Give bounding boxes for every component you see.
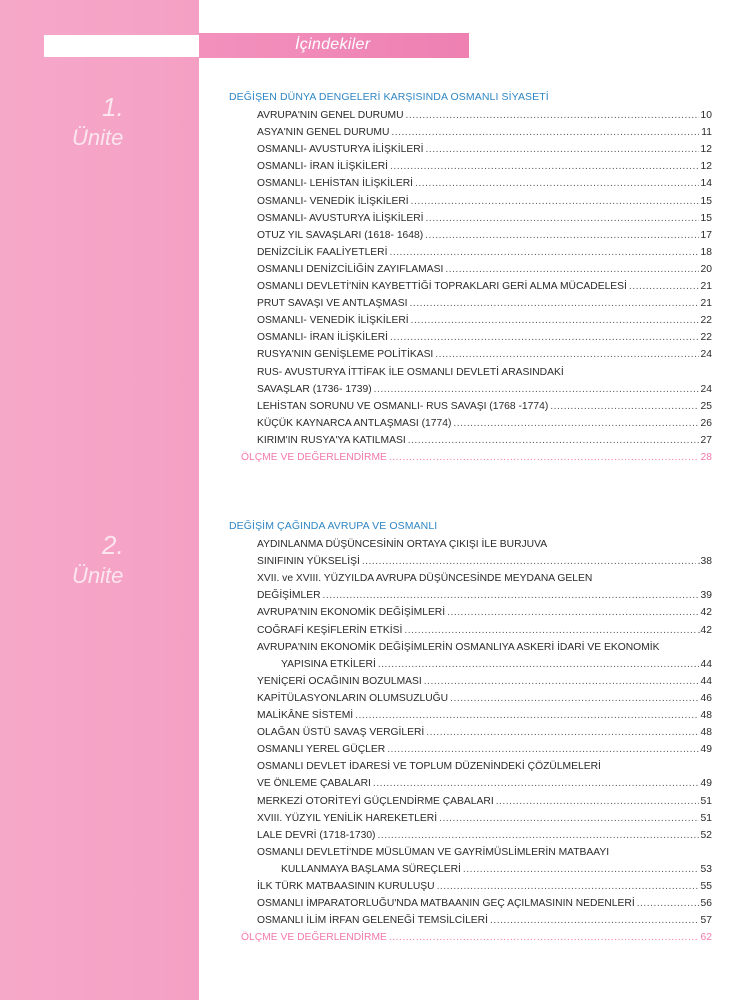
toc-entry-text: OSMANLI- AVUSTURYA İLİŞKİLERİ xyxy=(257,144,424,156)
dot-leader xyxy=(391,127,699,138)
toc-entry[interactable] xyxy=(257,172,712,189)
toc-page-number: 21 xyxy=(700,281,712,293)
toc-entry-text: COĞRAFİ KEŞİFLERİN ETKİSİ xyxy=(257,624,403,636)
toc-entry-text: OSMANLI- İRAN İLİŞKİLERİ xyxy=(257,332,389,344)
toc-entry[interactable] xyxy=(257,772,712,789)
dot-leader xyxy=(437,881,699,892)
dot-leader xyxy=(411,196,699,207)
dot-leader xyxy=(435,349,698,360)
dot-leader xyxy=(387,744,698,755)
toc-entry[interactable] xyxy=(257,601,712,618)
toc-page-number: 52 xyxy=(700,829,712,841)
toc-page-number: 11 xyxy=(701,127,712,139)
assessment-entry[interactable] xyxy=(241,446,712,463)
dot-leader xyxy=(426,727,698,738)
toc-entry-text: RUS- AVUSTURYA İTTİFAK İLE OSMANLI DEVLETİ ARASINDAKİ xyxy=(257,366,564,378)
toc-entry[interactable] xyxy=(257,412,712,429)
toc-entry[interactable] xyxy=(257,875,712,892)
toc-entry-text: PRUT SAVAŞI VE ANTLAŞMASI xyxy=(257,298,408,310)
toc-page-number: 14 xyxy=(700,178,712,190)
toc-entry[interactable] xyxy=(257,533,712,550)
toc-page-number: 12 xyxy=(700,144,712,156)
header-white-bar xyxy=(44,35,199,57)
dot-leader xyxy=(323,590,699,601)
toc-entry-text: OSMANLI DEVLETİ'NİN KAYBETTİĞİ TOPRAKLARI GERİ ALMA MÜCADELESİ xyxy=(257,281,627,293)
toc-page-number: 39 xyxy=(700,590,712,602)
toc-page-number: 10 xyxy=(700,110,712,122)
toc-section-1 xyxy=(241,104,712,463)
toc-entry[interactable] xyxy=(257,755,712,772)
dot-leader xyxy=(450,693,698,704)
dot-leader xyxy=(424,676,699,687)
dot-leader xyxy=(637,898,699,909)
toc-entry[interactable] xyxy=(257,738,712,755)
toc-entry-text: OSMANLI- VENEDİK İLİŞKİLERİ xyxy=(257,315,409,327)
toc-entry[interactable] xyxy=(257,104,712,121)
toc-entry-text: YAPISINA ETKİLERİ xyxy=(281,658,376,670)
page-title: İçindekiler xyxy=(295,36,371,53)
toc-page-number: 49 xyxy=(700,778,712,790)
toc-entry-text: AYDINLANMA DÜŞÜNCESİNİN ORTAYA ÇIKIŞI İLE BURJUVA xyxy=(257,539,548,551)
toc-entry[interactable] xyxy=(257,275,712,292)
unit-2-word: Ünite xyxy=(72,563,124,588)
toc-entry[interactable] xyxy=(257,584,712,601)
toc-entry[interactable] xyxy=(257,892,712,909)
dot-leader xyxy=(445,264,698,275)
toc-entry-text: OSMANLI- İRAN İLİŞKİLERİ xyxy=(257,161,389,173)
toc-page-number: .42 xyxy=(697,624,712,636)
toc-page-number: 46 xyxy=(700,692,712,704)
toc-page-number: 62 xyxy=(700,932,712,944)
dot-leader xyxy=(550,401,698,412)
toc-entry-text: İLK TÜRK MATBAASININ KURULUŞU xyxy=(257,880,435,892)
toc-entry[interactable] xyxy=(257,618,712,635)
toc-page-number: 20 xyxy=(700,263,712,275)
toc-entry-text: ASYA'NIN GENEL DURUMU xyxy=(257,127,390,139)
toc-entry[interactable] xyxy=(257,807,712,824)
toc-entry-text: OSMANLI DEVLETİ'NDE MÜSLÜMAN VE GAYRİMÜSLİMLERİN MATBAAYI xyxy=(257,846,610,858)
toc-page-number: 57 xyxy=(700,915,712,927)
toc-entry-text: OTUZ YIL SAVAŞLARI (1618- 1648) xyxy=(257,229,424,241)
unit-2-label xyxy=(72,530,172,589)
toc-entry[interactable] xyxy=(257,292,712,309)
toc-entry[interactable] xyxy=(257,241,712,258)
toc-entry[interactable] xyxy=(257,429,712,446)
toc-entry[interactable] xyxy=(257,550,712,567)
toc-entry[interactable] xyxy=(257,721,712,738)
toc-entry[interactable] xyxy=(257,360,712,377)
toc-entry-text: DENİZCİLİK FAALİYETLERİ xyxy=(257,246,388,258)
unit-1-number: 1. xyxy=(102,92,124,122)
toc-entry[interactable] xyxy=(257,909,712,926)
toc-page-number: 24 xyxy=(700,383,712,395)
toc-entry[interactable] xyxy=(257,207,712,224)
toc-entry-text: SINIFININ YÜKSELİŞİ xyxy=(257,556,360,568)
pink-sidebar xyxy=(0,0,199,1000)
toc-page-number: 18 xyxy=(700,246,712,258)
section-2-title: DEĞİŞİM ÇAĞINDA AVRUPA VE OSMANLI xyxy=(229,520,438,532)
dot-leader xyxy=(425,230,698,241)
toc-entry[interactable] xyxy=(257,326,712,343)
toc-page-number: 49 xyxy=(700,744,712,756)
toc-entry-text: OSMANLI- LEHİSTAN İLİŞKİLERİ xyxy=(257,178,414,190)
toc-page-number: 48 xyxy=(700,710,712,722)
toc-page-number: 51 xyxy=(700,812,712,824)
toc-entry[interactable] xyxy=(257,121,712,138)
section-1-title: DEĞİŞEN DÜNYA DENGELERİ KARŞISINDA OSMANLI SİYASETİ xyxy=(229,91,549,103)
toc-section-2 xyxy=(241,533,712,944)
toc-page-number: 44 xyxy=(700,658,712,670)
toc-entry-text: LEHİSTAN SORUNU VE OSMANLI- RUS SAVAŞI (1768 -1774) xyxy=(257,400,549,412)
toc-entry-text: RUSYA'NIN GENİŞLEME POLİTİKASI xyxy=(257,349,434,361)
toc-entry[interactable] xyxy=(257,653,712,670)
toc-entry[interactable] xyxy=(257,189,712,206)
toc-page-number: 55 xyxy=(700,880,712,892)
toc-page-number: 27 xyxy=(700,434,712,446)
toc-page-number: 44 xyxy=(700,675,712,687)
toc-entry-text: KÜÇÜK KAYNARCA ANTLAŞMASI (1774) xyxy=(257,417,452,429)
toc-entry-text: AVRUPA'NIN EKONOMİK DEĞİŞİMLERİ xyxy=(257,607,446,619)
dot-leader xyxy=(453,418,698,429)
toc-entry[interactable] xyxy=(257,224,712,241)
toc-entry-text: ÖLÇME VE DEĞERLENDİRME xyxy=(241,932,387,944)
unit-2-number: 2. xyxy=(102,530,124,560)
toc-page-number: 42 xyxy=(700,607,712,619)
toc-entry[interactable] xyxy=(257,841,712,858)
toc-page-number: 17 xyxy=(700,229,712,241)
toc-entry-text: ÖLÇME VE DEĞERLENDİRME xyxy=(241,451,387,463)
dot-leader xyxy=(362,556,696,567)
toc-entry-text: MERKEZİ OTORİTEYİ GÜÇLENDİRME ÇABALARI xyxy=(257,795,494,807)
toc-page-number: 21 xyxy=(700,298,712,310)
toc-entry-text: DEĞİŞİMLER xyxy=(257,590,321,602)
dot-leader xyxy=(410,298,699,309)
dot-leader xyxy=(439,813,698,824)
toc-entry[interactable] xyxy=(257,395,712,412)
toc-entry[interactable] xyxy=(257,636,712,653)
dot-leader xyxy=(389,247,698,258)
toc-entry-text: AVRUPA'NIN EKONOMİK DEĞİŞİMLERİN OSMANLIYA ASKERİ İDARİ VE EKONOMİK xyxy=(257,641,660,653)
toc-entry-text: VE ÖNLEME ÇABALARI xyxy=(257,778,371,790)
toc-page-number: 51 xyxy=(700,795,712,807)
toc-entry-text: OSMANLI İMPARATORLUĞU'NDA MATBAANIN GEÇ AÇILMASININ NEDENLERİ xyxy=(257,898,635,910)
toc-entry-text: KAPİTÜLASYONLARIN OLUMSUZLUĞU xyxy=(257,692,449,704)
dot-leader xyxy=(373,778,699,789)
dot-leader xyxy=(463,864,699,875)
toc-page-number: 24 xyxy=(700,349,712,361)
toc-entry-text: OSMANLI İLİM İRFAN GELENEĞİ TEMSİLCİLERİ xyxy=(257,915,488,927)
dot-leader xyxy=(378,659,699,670)
toc-page-number: 12 xyxy=(700,161,712,173)
dot-leader xyxy=(415,178,699,189)
toc-entry-text: MALİKÂNE SİSTEMİ xyxy=(257,710,354,722)
unit-1-word: Ünite xyxy=(72,125,124,150)
toc-page-number: 15 xyxy=(700,212,712,224)
dot-leader xyxy=(374,384,699,395)
toc-entry[interactable] xyxy=(257,567,712,584)
toc-entry-text: AVRUPA'NIN GENEL DURUMU xyxy=(257,110,404,122)
toc-entry-text: XVIII. YÜZYIL YENİLİK HAREKETLERİ xyxy=(257,812,438,824)
dot-leader xyxy=(411,315,699,326)
toc-page-number: 56 xyxy=(700,898,712,910)
toc-page-number: 22 xyxy=(700,315,712,327)
toc-entry[interactable] xyxy=(257,258,712,275)
dot-leader xyxy=(496,796,699,807)
toc-page-number: 48 xyxy=(700,727,712,739)
dot-leader xyxy=(355,710,698,721)
dot-leader xyxy=(390,161,698,172)
toc-entry[interactable] xyxy=(257,155,712,172)
toc-entry[interactable] xyxy=(257,343,712,360)
toc-entry-text: SAVAŞLAR (1736- 1739) xyxy=(257,383,372,395)
toc-entry[interactable] xyxy=(257,704,712,721)
dot-leader xyxy=(447,607,698,618)
toc-entry[interactable] xyxy=(257,858,712,875)
toc-entry[interactable] xyxy=(257,687,712,704)
contents-header xyxy=(199,33,469,58)
toc-entry[interactable] xyxy=(257,824,712,841)
dot-leader xyxy=(389,452,699,463)
toc-entry[interactable] xyxy=(257,138,712,155)
toc-page-number: .38 xyxy=(697,556,712,568)
unit-1-label xyxy=(72,92,172,151)
dot-leader xyxy=(426,144,699,155)
dot-leader xyxy=(408,435,699,446)
dot-leader xyxy=(404,625,695,636)
dot-leader xyxy=(389,932,699,943)
dot-leader xyxy=(390,332,698,343)
toc-page-number: 15 xyxy=(700,195,712,207)
toc-entry-text: OSMANLI YEREL GÜÇLER xyxy=(257,744,386,756)
dot-leader xyxy=(377,830,698,841)
toc-entry[interactable] xyxy=(257,378,712,395)
assessment-entry[interactable] xyxy=(241,926,712,943)
toc-entry-text: OSMANLI- VENEDİK İLİŞKİLERİ xyxy=(257,195,409,207)
toc-entry-text: OSMANLI- AVUSTURYA İLİŞKİLERİ xyxy=(257,212,424,224)
toc-entry-text: YENİÇERİ OCAĞININ BOZULMASI xyxy=(257,675,422,687)
toc-entry[interactable] xyxy=(257,789,712,806)
toc-entry-text: OLAĞAN ÜSTÜ SAVAŞ VERGİLERİ xyxy=(257,727,425,739)
toc-entry-text: OSMANLI DEVLET İDARESİ VE TOPLUM DÜZENİNDEKİ ÇÖZÜLMELERİ xyxy=(257,761,601,773)
toc-entry-text: LALE DEVRİ (1718-1730) xyxy=(257,829,376,841)
toc-entry-text: KULLANMAYA BAŞLAMA SÜREÇLERİ xyxy=(281,863,461,875)
dot-leader xyxy=(426,213,699,224)
toc-entry[interactable] xyxy=(257,670,712,687)
toc-entry[interactable] xyxy=(257,309,712,326)
toc-page-number: 26 xyxy=(700,417,712,429)
toc-entry-text: XVII. ve XVIII. YÜZYILDA AVRUPA DÜŞÜNCESİNDE MEYDANA GELEN xyxy=(257,573,593,585)
toc-entry-text: KIRIM'IN RUSYA'YA KATILMASI xyxy=(257,434,406,446)
toc-entry-text: OSMANLI DENİZCİLİĞİN ZAYIFLAMASI xyxy=(257,263,444,275)
toc-page-number: 28 xyxy=(700,451,712,463)
dot-leader xyxy=(629,281,699,292)
toc-page-number: 53 xyxy=(700,863,712,875)
dot-leader xyxy=(406,110,699,121)
toc-page-number: 25 xyxy=(700,400,712,412)
dot-leader xyxy=(490,915,699,926)
toc-page-number: 22 xyxy=(700,332,712,344)
